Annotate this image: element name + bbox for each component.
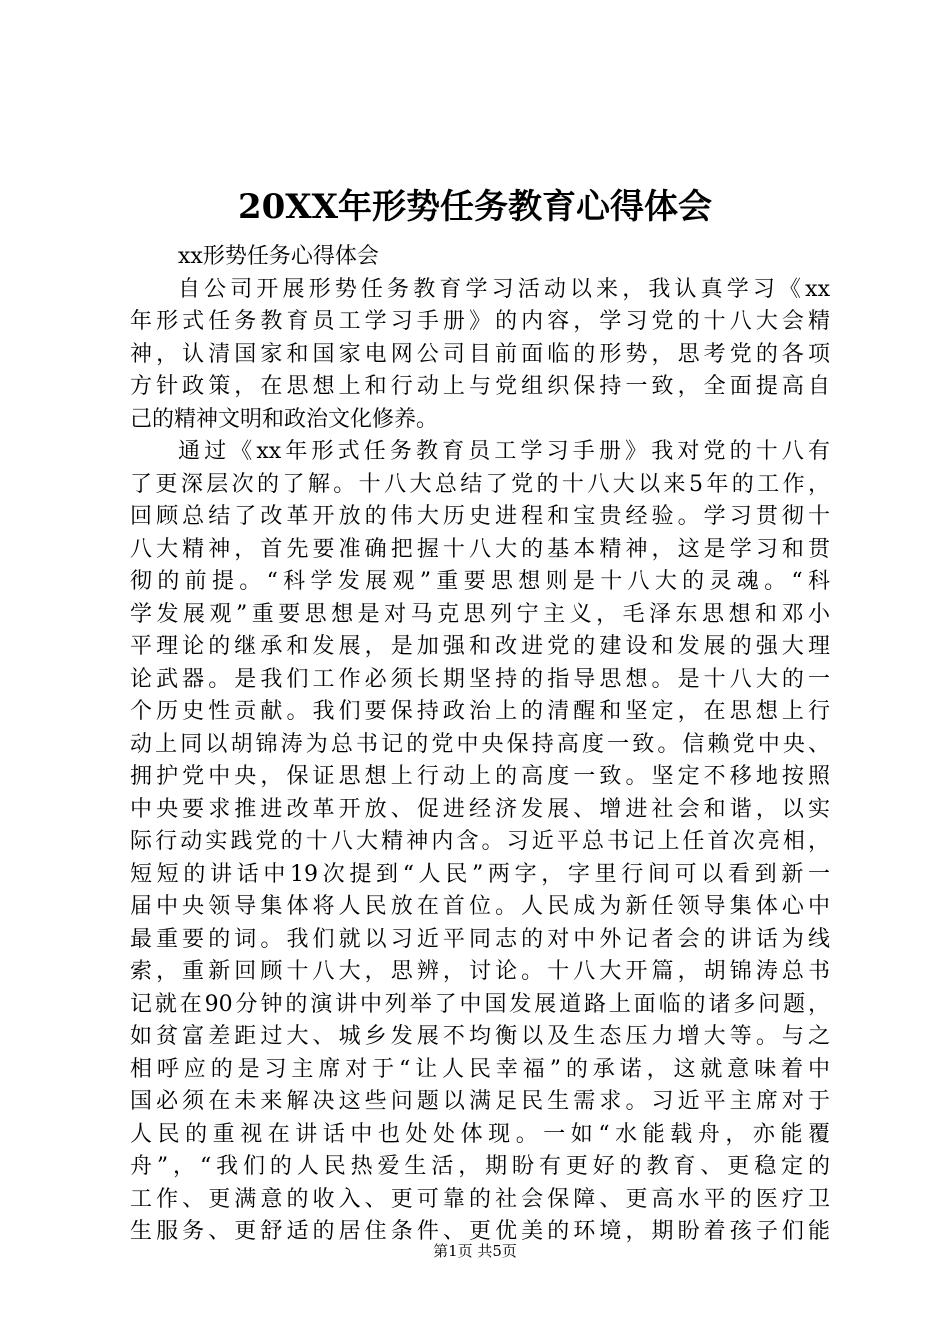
- text-line: 自公司开展形势任务教育学习活动以来，我认真学习《xx: [178, 276, 830, 302]
- document-subtitle: xx形势任务心得体会: [178, 244, 379, 269]
- text-line: 神，认清国家和国家电网公司目前面临的形势，思考党的各项: [130, 341, 830, 367]
- paragraph-1: [130, 274, 830, 437]
- text-line: 如贫富差距过大、城乡发展不均衡以及生态压力增大等。与之: [130, 1024, 830, 1049]
- text-line: 论武器。是我们工作必须长期坚持的指导思想。是十八大的一: [130, 666, 830, 692]
- text-line: 通过《xx年形式任务教育员工学习手册》我对党的十八有: [178, 439, 830, 464]
- text-line: 工作、更满意的收入、更可靠的社会保障、更高水平的医疗卫: [130, 1186, 830, 1212]
- text-line: 个历史性贡献。我们要保持政治上的清醒和坚定，在思想上行: [130, 699, 830, 724]
- text-line: 方针政策，在思想上和行动上与党组织保持一致，全面提高自: [130, 374, 830, 399]
- text-line: 学发展观”重要思想是对马克思列宁主义，毛泽东思想和邓小: [130, 601, 830, 627]
- paragraph-2: [130, 436, 830, 1249]
- text-line: 年形式任务教育员工学习手册》的内容，学习党的十八大会精: [130, 309, 830, 334]
- text-line: 索，重新回顾十八大，思辨，讨论。十八大开篇，胡锦涛总书: [130, 959, 830, 984]
- text-line: 届中央领导集体将人民放在首位。人民成为新任领导集体心中: [130, 894, 830, 919]
- text-line: 短短的讲话中19次提到“人民”两字，字里行间可以看到新一: [130, 861, 830, 887]
- text-line: 动上同以胡锦涛为总书记的党中央保持高度一致。信赖党中央、: [130, 731, 830, 757]
- text-line: 最重要的词。我们就以习近平同志的对中外记者会的讲话为线: [130, 926, 830, 952]
- text-line: 人民的重视在讲话中也处处体现。一如“水能载舟，亦能覆: [130, 1121, 830, 1147]
- text-line: 际行动实践党的十八大精神内含。习近平总书记上任首次亮相，: [130, 829, 830, 854]
- text-line: 中央要求推进改革开放、促进经济发展、增进社会和谐，以实: [130, 796, 830, 822]
- text-line: 拥护党中央，保证思想上行动上的高度一致。坚定不移地按照: [130, 764, 830, 789]
- text-line: 己的精神文明和政治文化修养。: [130, 406, 439, 432]
- page-number-footer: 第1页 共5页: [433, 1242, 517, 1260]
- text-line: 彻的前提。“科学发展观”重要思想则是十八大的灵魂。“科: [130, 569, 830, 594]
- text-line: 平理论的继承和发展，是加强和改进党的建设和发展的强大理: [130, 634, 830, 659]
- text-line: 舟”，“我们的人民热爱生活，期盼有更好的教育、更稳定的: [130, 1154, 830, 1179]
- text-line: 了更深层次的了解。十八大总结了党的十八大以来5年的工作，: [130, 471, 830, 497]
- text-line: 国必须在未来解决这些问题以满足民生需求。习近平主席对于: [130, 1089, 830, 1114]
- text-line: 相呼应的是习主席对于“让人民幸福”的承诺，这就意味着中: [130, 1056, 830, 1082]
- text-line: 回顾总结了改革开放的伟大历史进程和宝贵经验。学习贯彻十: [130, 504, 830, 529]
- text-line: 生服务、更舒适的居住条件、更优美的环境，期盼着孩子们能: [130, 1219, 830, 1244]
- document-title: 20XX年形势任务教育心得体会: [237, 187, 713, 227]
- document-body: [130, 241, 830, 1249]
- text-line: 八大精神，首先要准确把握十八大的基本精神，这是学习和贯: [130, 536, 830, 562]
- text-line: 记就在90分钟的演讲中列举了中国发展道路上面临的诸多问题，: [130, 991, 830, 1017]
